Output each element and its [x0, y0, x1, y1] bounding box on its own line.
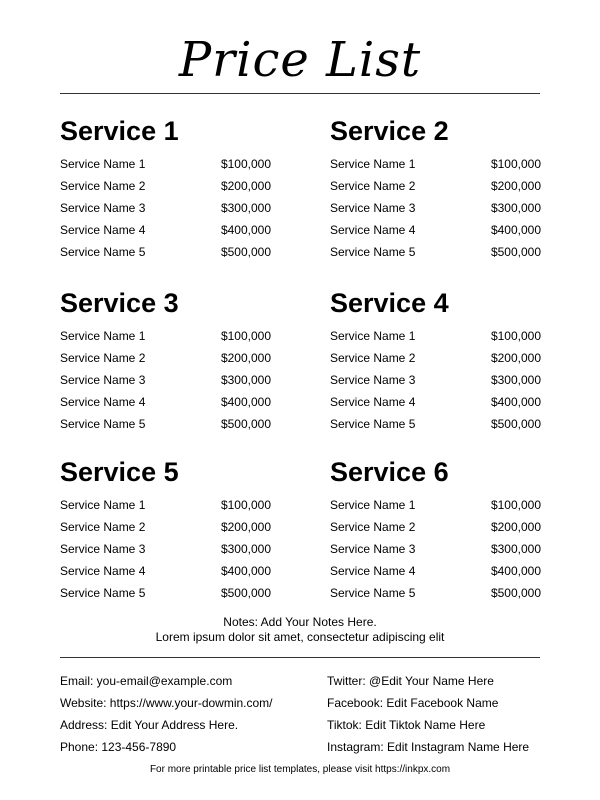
- service-item-name: Service Name 1: [330, 498, 416, 512]
- service-item-name: Service Name 2: [330, 179, 416, 193]
- top-divider: [60, 93, 540, 94]
- service-item-price: $400,000: [220, 395, 271, 409]
- service-item-name: Service Name 3: [60, 373, 146, 387]
- service-row: [330, 369, 541, 391]
- contact-info: [60, 670, 273, 758]
- service-row: [60, 219, 271, 241]
- service-item-price: $400,000: [490, 223, 541, 237]
- service-item-name: Service Name 3: [60, 201, 146, 215]
- service-item-price: $300,000: [220, 542, 271, 556]
- service-row: [330, 241, 541, 263]
- contact-phone: Phone: 123-456-7890: [60, 740, 177, 754]
- service-item-price: $200,000: [220, 520, 271, 534]
- social-instagram: Instagram: Edit Instagram Name Here: [327, 740, 530, 754]
- service-row: [330, 516, 541, 538]
- service-row: [60, 369, 271, 391]
- service-row: [60, 241, 271, 263]
- service-item-price: $200,000: [490, 179, 541, 193]
- contact-address: Address: Edit Your Address Here.: [60, 718, 239, 732]
- service-row: [60, 538, 271, 560]
- service-row: [330, 391, 541, 413]
- service-item-name: Service Name 2: [60, 351, 146, 365]
- social-twitter: Twitter: @Edit Your Name Here: [327, 674, 494, 688]
- service-row: [330, 175, 541, 197]
- service-item-name: Service Name 5: [60, 417, 146, 431]
- service-title: Service 3: [60, 288, 179, 318]
- service-item-name: Service Name 4: [60, 564, 146, 578]
- service-row: [330, 153, 541, 175]
- service-block-1: [60, 116, 271, 263]
- service-item-price: $100,000: [490, 157, 541, 171]
- service-item-price: $500,000: [220, 586, 271, 600]
- service-item-price: $400,000: [220, 223, 271, 237]
- service-item-price: $500,000: [220, 417, 271, 431]
- service-row: [330, 494, 541, 516]
- service-title: Service 6: [330, 457, 449, 487]
- service-item-name: Service Name 1: [330, 157, 416, 171]
- service-row: [330, 560, 541, 582]
- service-title: Service 1: [60, 116, 179, 146]
- service-row: [330, 197, 541, 219]
- service-row: [330, 325, 541, 347]
- service-item-name: Service Name 4: [330, 395, 416, 409]
- service-item-price: $300,000: [490, 373, 541, 387]
- service-item-price: $100,000: [490, 329, 541, 343]
- contact-website: Website: https://www.your-dowmin.com/: [60, 696, 273, 710]
- service-item-name: Service Name 3: [330, 201, 416, 215]
- service-item-name: Service Name 5: [60, 245, 146, 259]
- social-info: [327, 670, 529, 758]
- service-item-name: Service Name 4: [60, 223, 146, 237]
- service-item-name: Service Name 4: [60, 395, 146, 409]
- social-facebook: Facebook: Edit Facebook Name: [327, 696, 499, 710]
- service-block-4: [330, 288, 541, 435]
- service-item-price: $100,000: [220, 157, 271, 171]
- service-item-name: Service Name 3: [60, 542, 146, 556]
- service-item-name: Service Name 2: [330, 520, 416, 534]
- service-item-price: $200,000: [490, 520, 541, 534]
- service-title: Service 4: [330, 288, 449, 318]
- service-item-price: $400,000: [220, 564, 271, 578]
- service-item-price: $500,000: [220, 245, 271, 259]
- service-item-name: Service Name 2: [60, 179, 146, 193]
- service-item-name: Service Name 5: [330, 245, 416, 259]
- service-row: [330, 413, 541, 435]
- service-row: [330, 538, 541, 560]
- service-item-price: $100,000: [220, 498, 271, 512]
- service-item-name: Service Name 5: [330, 417, 416, 431]
- service-row: [60, 391, 271, 413]
- notes-line-2: Lorem ipsum dolor sit amet, consectetur adipiscing elit: [155, 630, 445, 644]
- service-block-6: [330, 457, 541, 604]
- social-tiktok: Tiktok: Edit Tiktok Name Here: [327, 718, 486, 732]
- notes-line-1: Notes: Add Your Notes Here.: [223, 615, 377, 629]
- service-item-price: $100,000: [220, 329, 271, 343]
- service-block-2: [330, 116, 541, 263]
- service-item-price: $300,000: [220, 201, 271, 215]
- contact-email: Email: you-email@example.com: [60, 674, 233, 688]
- service-title: Service 5: [60, 457, 179, 487]
- service-row: [60, 175, 271, 197]
- service-item-name: Service Name 5: [60, 586, 146, 600]
- service-row: [330, 219, 541, 241]
- bottom-divider: [60, 657, 540, 658]
- service-row: [330, 347, 541, 369]
- service-block-5: [60, 457, 271, 604]
- service-item-price: $400,000: [490, 564, 541, 578]
- service-row: [60, 197, 271, 219]
- service-row: [330, 582, 541, 604]
- service-row: [60, 325, 271, 347]
- service-item-name: Service Name 5: [330, 586, 416, 600]
- service-item-price: $200,000: [220, 179, 271, 193]
- notes: [0, 615, 600, 645]
- service-row: [60, 413, 271, 435]
- service-item-price: $300,000: [220, 373, 271, 387]
- service-row: [60, 494, 271, 516]
- service-item-price: $100,000: [490, 498, 541, 512]
- service-item-name: Service Name 1: [60, 498, 146, 512]
- service-item-name: Service Name 3: [330, 373, 416, 387]
- service-item-name: Service Name 2: [330, 351, 416, 365]
- footer-note: For more printable price list templates, please visit https://inkpx.com: [149, 764, 451, 775]
- service-item-name: Service Name 1: [60, 329, 146, 343]
- service-item-price: $200,000: [490, 351, 541, 365]
- service-item-price: $500,000: [490, 586, 541, 600]
- service-block-3: [60, 288, 271, 435]
- service-row: [60, 560, 271, 582]
- service-row: [60, 516, 271, 538]
- service-item-price: $300,000: [490, 201, 541, 215]
- service-row: [60, 347, 271, 369]
- service-item-price: $200,000: [220, 351, 271, 365]
- service-item-name: Service Name 2: [60, 520, 146, 534]
- page-title: Price List: [178, 32, 422, 88]
- service-item-price: $500,000: [490, 417, 541, 431]
- service-item-name: Service Name 4: [330, 223, 416, 237]
- service-item-price: $300,000: [490, 542, 541, 556]
- service-row: [60, 582, 271, 604]
- service-item-price: $500,000: [490, 245, 541, 259]
- service-row: [60, 153, 271, 175]
- service-item-name: Service Name 3: [330, 542, 416, 556]
- service-item-price: $400,000: [490, 395, 541, 409]
- service-item-name: Service Name 4: [330, 564, 416, 578]
- service-title: Service 2: [330, 116, 449, 146]
- service-item-name: Service Name 1: [60, 157, 146, 171]
- service-item-name: Service Name 1: [330, 329, 416, 343]
